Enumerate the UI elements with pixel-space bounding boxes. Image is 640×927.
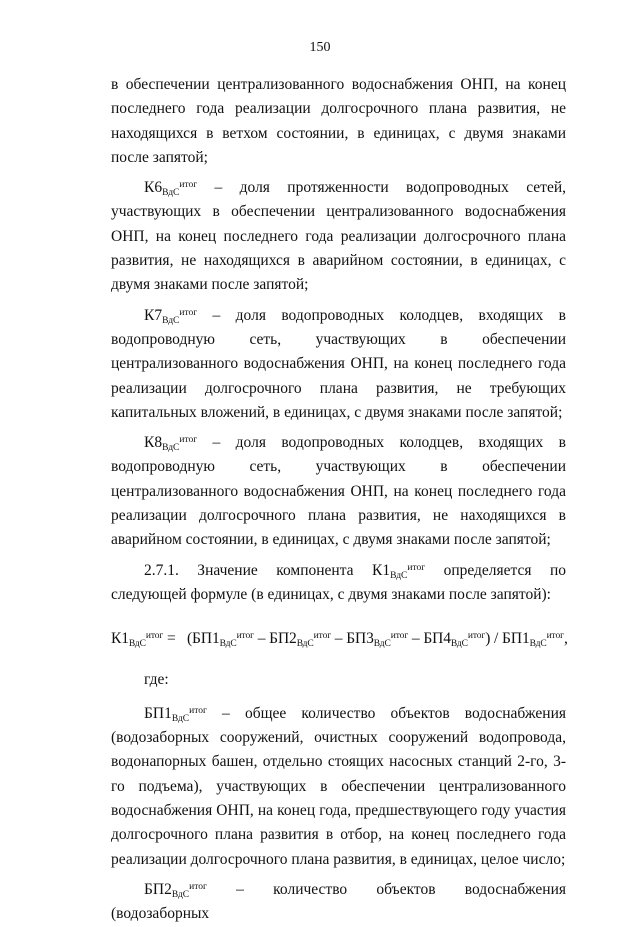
paragraph-k8 [111,431,566,552]
subscript: ВдС [390,570,408,581]
paragraph-text: определяется по следующей формуле (в единицах, с двумя знаками после запятой): [111,561,566,603]
subscript: ВдС [171,713,190,724]
paragraph-2-7-1 [111,559,566,608]
page-body [111,73,566,927]
formula-equals: = ( [163,630,193,648]
term-k7: К7 [144,306,163,324]
formula-end: , [563,630,568,648]
paragraph-text: – доля водопроводных колодцев, входящих в водопроводную сеть, участвующих в обеспечении централизованного водоснабжения ОНП, на конец последнего года реализации долгосрочного плана развития, не находящихся в аварийном состоянии, в единицах, с двумя знаками после запятой; [111,434,566,549]
subscript: ВдС [450,639,468,650]
paragraph-text: в обеспечении централизованного водоснабжения ОНП, на конец последнего года реализации долгосрочного плана развития, не находящихся в ветхом состоянии, в единицах, с двумя знаками после запятой; [111,76,566,166]
subscript: ВдС [128,639,146,650]
superscript: итог [179,435,198,446]
formula-lhs: К1 [111,630,129,648]
superscript: итог [179,307,198,318]
superscript: итог [179,180,198,191]
formula-operator: – [331,630,347,648]
formula-term: БП4 [423,630,451,648]
formula-term: БП1 [502,630,530,648]
page-number: 150 [309,40,331,55]
paragraph-bp2 [111,878,566,927]
formula-operator: – [253,630,270,648]
superscript: итог [313,631,332,642]
subscript: ВдС [162,443,180,454]
formula-operator: – [408,630,424,648]
term-bp1: БП1 [144,704,172,722]
paragraph-bp1 [111,702,566,872]
formula-term: БП1 [192,630,220,648]
superscript: итог [390,631,409,642]
subscript: ВдС [171,889,190,900]
superscript: итог [189,705,207,716]
paragraph-text: 2.7.1. Значение компонента [144,561,372,579]
term-bp2: БП2 [144,880,172,898]
superscript: итог [236,631,254,642]
formula-term: БП2 [269,630,297,648]
formula-k1 [111,627,566,651]
superscript: итог [189,881,207,892]
superscript: итог [546,631,564,642]
formula-close: ) / [485,630,503,648]
subscript: ВдС [529,639,547,650]
superscript: итог [145,631,164,642]
term-k1: К1 [372,561,391,579]
paragraph-text: – общее количество объектов водоснабжения (водозаборных сооружений, очистных сооружений водопровода, водонапорных башен, отдельно стоящих насосных станций 2-го, 3-го подъема), участвующих в обеспечении централизованного водоснабжения ОНП, на конец года, предшествующего году участия долгосрочного плана развития в отбор, на конец последнего года реализации долгосрочного плана развития, в единицах, целое число; [111,704,566,868]
superscript: итог [467,631,486,642]
subscript: ВдС [162,188,180,199]
paragraph-text: – количество объектов водоснабжения (водозаборных [111,880,566,923]
subscript: ВдС [162,315,180,326]
subscript: ВдС [219,639,237,650]
superscript: итог [407,562,426,573]
paragraph-text: – доля водопроводных колодцев, входящих в водопроводную сеть, участвующих в обеспечении централизованного водоснабжения ОНП, на конец последнего года реализации долгосрочного плана развития, не требующих капитальных вложений, в единицах, с двумя знаками после запятой; [111,306,566,421]
paragraph-continuation [111,73,566,170]
subscript: ВдС [296,639,314,650]
term-k6: К6 [144,179,163,197]
subscript: ВдС [373,639,391,650]
paragraph-k7 [111,304,566,425]
formula-term: БП3 [346,630,374,648]
paragraph-k6 [111,176,566,297]
where-label: где: [144,670,169,688]
paragraph-text: – доля протяженности водопроводных сетей, участвующих в обеспечении централизованного водоснабжения ОНП, на конец последнего года реализации долгосрочного плана развития, не находящихся в аварийном состоянии, в единицах, с двумя знаками после запятой; [111,179,566,294]
term-k8: К8 [144,434,163,452]
